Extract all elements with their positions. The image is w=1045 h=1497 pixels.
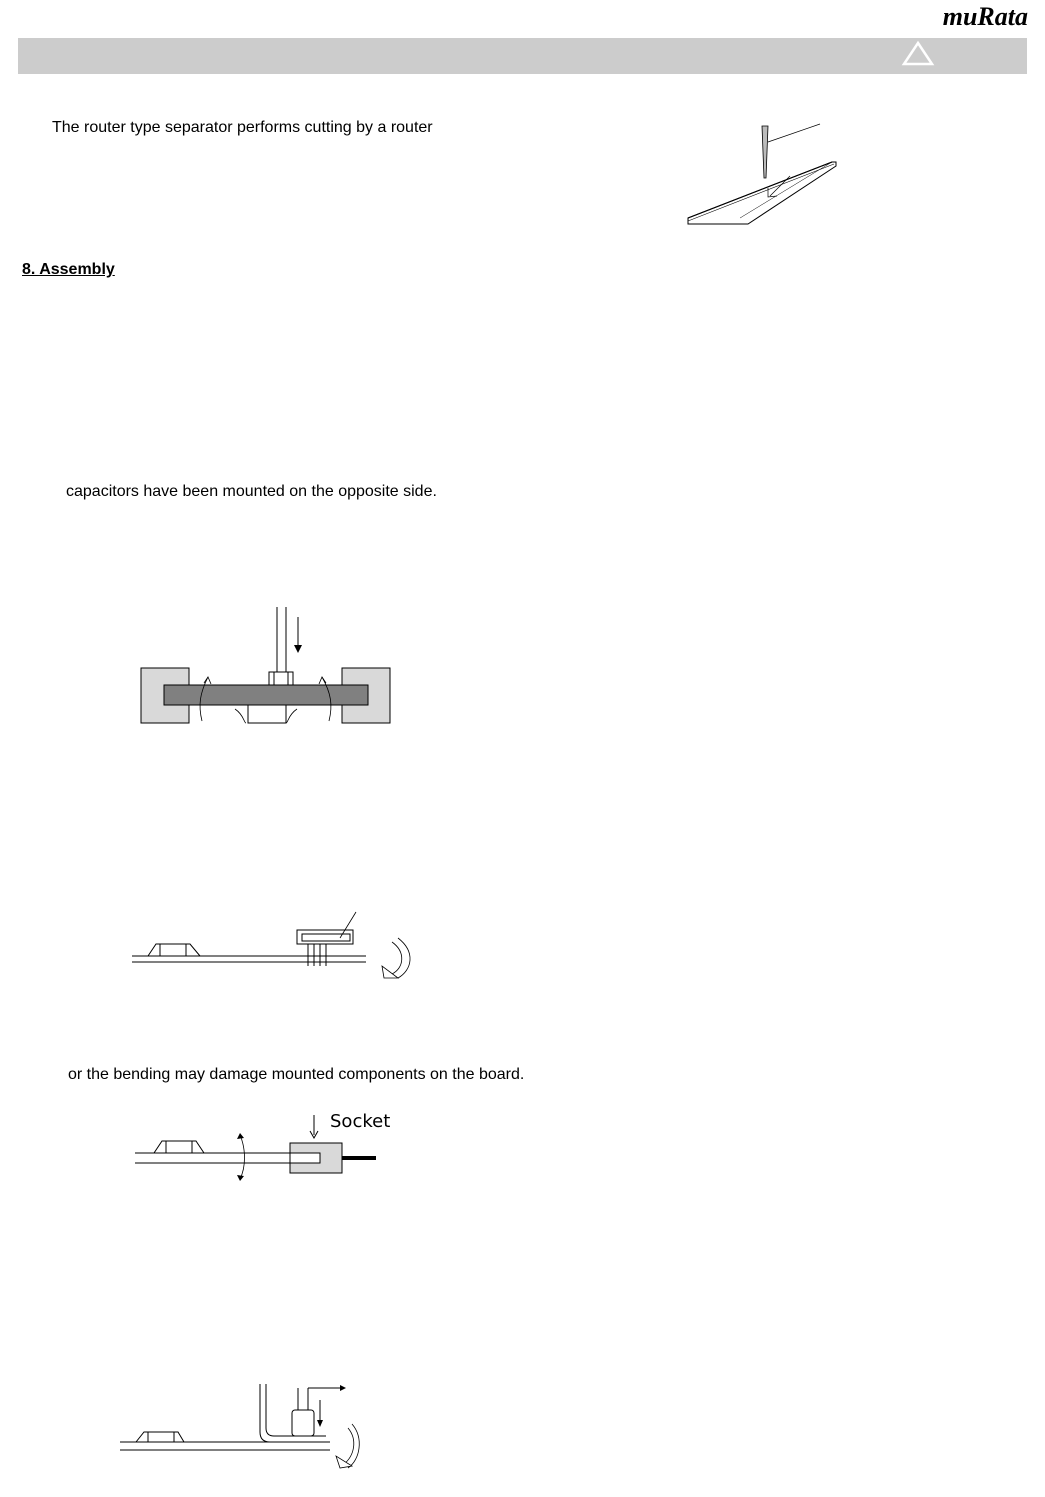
connector-bending-diagram [130, 908, 415, 983]
board-support-diagram [140, 605, 395, 730]
nozzle-bending-diagram [118, 1380, 368, 1475]
router-diagram [680, 118, 850, 233]
murata-logo: muRata [942, 2, 1028, 31]
socket-label: Socket [330, 1111, 391, 1132]
router-paragraph: The router type separator performs cutting by a router [52, 119, 433, 136]
capacitors-paragraph: capacitors have been mounted on the opposite side. [66, 483, 437, 500]
header-band [18, 38, 1027, 74]
section-heading: 8. Assembly [22, 261, 115, 278]
bending-paragraph: or the bending may damage mounted components on the board. [68, 1066, 525, 1083]
warning-triangle-icon [900, 40, 936, 68]
